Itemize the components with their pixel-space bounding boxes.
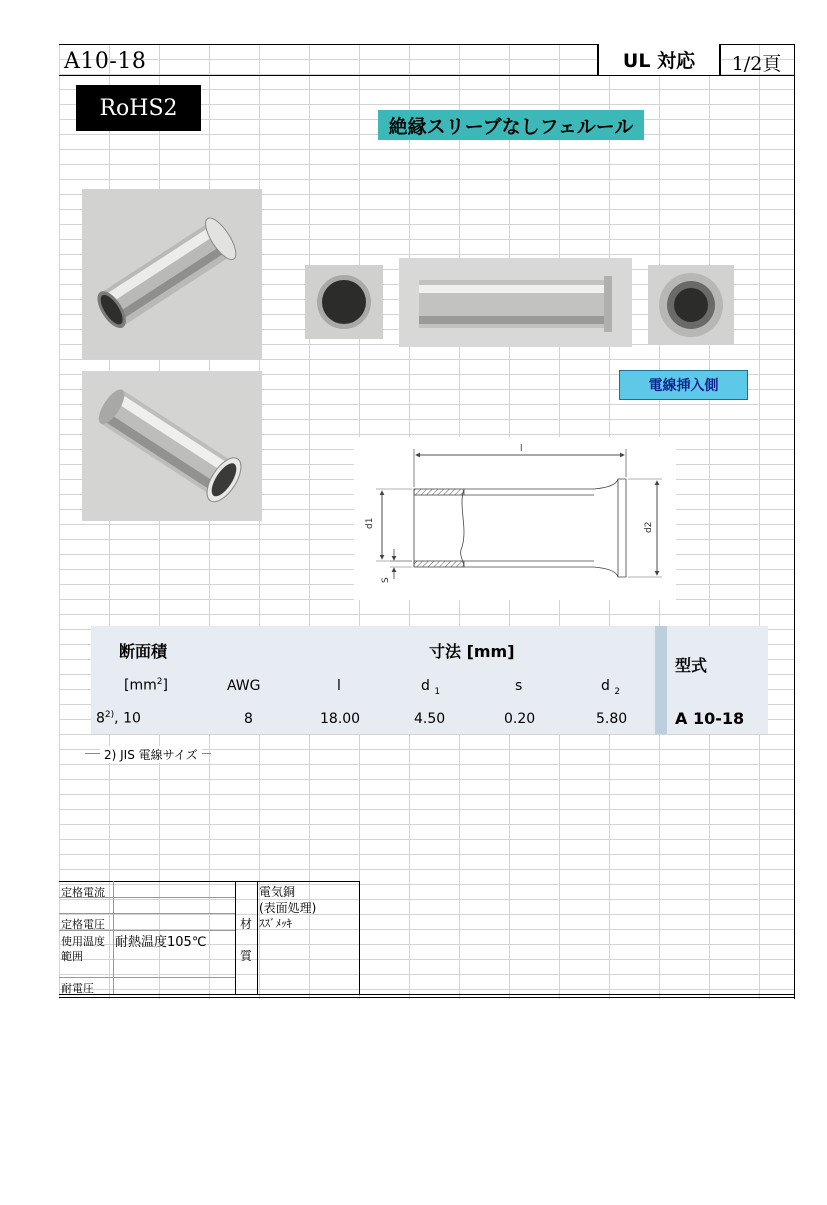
spec-table bbox=[91, 626, 768, 734]
ft-rule bbox=[59, 997, 794, 998]
ft-rule bbox=[257, 881, 258, 994]
subheader-d2: d $_2$ bbox=[601, 678, 621, 697]
material-value-3: ｽｽﾞﾒｯｷ bbox=[259, 917, 292, 930]
model-title: A10-18 bbox=[64, 49, 147, 74]
row-d2: 5.80 bbox=[596, 711, 628, 727]
temp-range-label-2: 範囲 bbox=[61, 950, 83, 963]
ft-rule bbox=[59, 994, 794, 995]
material-value-1: 電気銅 bbox=[259, 885, 296, 899]
subheader-s: s bbox=[515, 678, 523, 694]
row-d1: 4.50 bbox=[414, 711, 446, 727]
material-value-2: (表面処理) bbox=[259, 901, 317, 915]
header-dimensions: 寸法 [mm] bbox=[429, 642, 515, 661]
ft-rule bbox=[59, 977, 235, 978]
subheader-mm2: $[mm^2]$ bbox=[124, 677, 168, 694]
dim-l-label: l bbox=[520, 444, 523, 454]
material-label-2: 質 bbox=[240, 949, 253, 963]
temp-range-label-1: 使用温度 bbox=[61, 935, 105, 948]
product-title-banner: 絶縁スリーブなしフェルール bbox=[378, 110, 644, 140]
footnote: 2) JIS 電線サイズ bbox=[100, 746, 202, 763]
rated-voltage-label: 定格電圧 bbox=[61, 918, 105, 931]
ft-rule bbox=[113, 881, 114, 994]
row-model: A 10-18 bbox=[675, 709, 745, 728]
material-label-1: 材 bbox=[240, 917, 253, 931]
dim-d2-label: d2 bbox=[644, 521, 654, 533]
header-model: 型式 bbox=[675, 656, 708, 675]
dim-d1-label: d1 bbox=[365, 517, 375, 529]
page-number: 1/2頁 bbox=[731, 53, 782, 75]
row-cross-section: 8$^{2)}$, 10 bbox=[96, 710, 141, 727]
footer-table bbox=[59, 881, 794, 999]
ft-rule bbox=[235, 881, 236, 994]
ft-rule bbox=[59, 881, 359, 882]
subheader-awg: AWG bbox=[227, 678, 261, 694]
temp-range-value: 耐熱温度105℃ bbox=[115, 935, 207, 950]
ft-rule bbox=[59, 913, 235, 914]
ft-rule bbox=[359, 881, 360, 994]
ul-label: UL 対応 bbox=[597, 44, 721, 75]
ferrule-side-view bbox=[399, 258, 632, 347]
dimension-drawing bbox=[354, 437, 676, 600]
spec-table-separator bbox=[655, 626, 667, 734]
wire-insertion-side-label: 電線挿入側 bbox=[619, 370, 748, 400]
row-l: 18.00 bbox=[320, 711, 361, 727]
ferrule-photo-angled-2 bbox=[82, 371, 262, 521]
row-awg: 8 bbox=[244, 711, 253, 727]
dim-s-label: S bbox=[381, 577, 391, 583]
subheader-l: l bbox=[337, 678, 341, 694]
rohs-badge: RoHS2 bbox=[76, 85, 201, 131]
ferrule-photo-angled-1 bbox=[82, 189, 262, 359]
withstand-voltage-label: 耐電圧 bbox=[61, 982, 94, 995]
header-bottom-rule bbox=[59, 75, 794, 76]
rated-current-label: 定格電流 bbox=[61, 886, 105, 899]
subheader-d1: d $_1$ bbox=[421, 678, 441, 697]
row-s: 0.20 bbox=[504, 711, 536, 727]
ferrule-end-view-front bbox=[305, 265, 383, 339]
header-cross-section: 断面積 bbox=[119, 642, 168, 661]
ferrule-end-view-flared bbox=[648, 265, 734, 345]
